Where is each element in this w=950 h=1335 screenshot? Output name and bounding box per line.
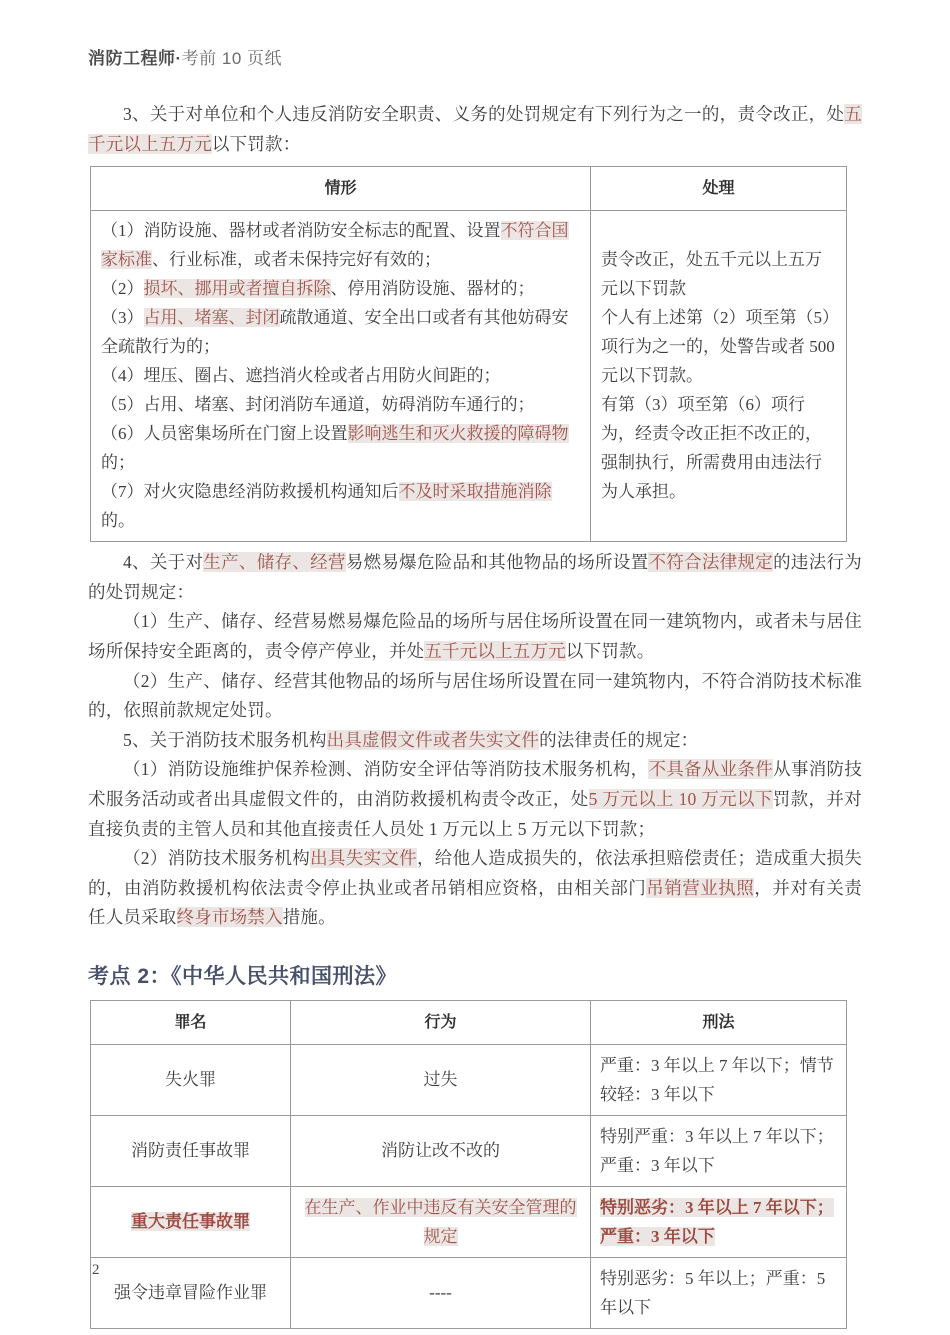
table2-header-crime: 罪名: [91, 1000, 291, 1044]
crime-penalty: 特别恶劣：5 年以上；严重：5 年以下: [591, 1257, 847, 1328]
table2-header-penalty: 刑法: [591, 1000, 847, 1044]
crime-conduct: 消防让改不改的: [291, 1115, 591, 1186]
header-title-bold: 消防工程师: [88, 49, 176, 68]
situation-1-highlight: 不符合国家标准: [101, 221, 569, 270]
crime-conduct: 过失: [291, 1044, 591, 1115]
crime-penalty: 特别严重：3 年以上 7 年以下；严重：3 年以下: [591, 1115, 847, 1186]
list-item: [101, 303, 580, 361]
table-row: [91, 1044, 847, 1115]
table1-header-situation: 情形: [91, 167, 591, 211]
table1-situations-cell: [91, 211, 591, 542]
paragraph-item-4-sub-1: [88, 607, 862, 666]
crime-penalty-highlight-line1: 特别恶劣：3 年以上 7 年以下；: [600, 1197, 834, 1217]
handling-item: 有第（3）项至第（6）项行为，经责令改正拒不改正的，强制执行，所需费用由违法行为人承担。: [601, 395, 822, 502]
situation-1-text-2: 、行业标准，或者未保持完好有效的；: [152, 250, 441, 270]
situation-1-text-1: （1）消防设施、器材或者消防安全标志的配置、设置: [101, 221, 501, 241]
item4-sub1-text-2: 以下罚款。: [565, 640, 655, 661]
paragraph-item-5-sub-1: [88, 755, 862, 844]
handling-item: 责令改正，处五千元以上五万元以下罚款: [601, 250, 822, 299]
situation-6-text-2: 的；: [101, 453, 135, 473]
penalty-table: [90, 166, 847, 542]
list-item: [101, 361, 580, 390]
table1-header-handling: 处理: [591, 167, 847, 211]
crime-conduct-highlight: 在生产、作业中违反有关安全管理的规定: [304, 1197, 577, 1246]
paragraph-item-5-sub-2: [88, 844, 862, 933]
section-heading-kaodian-2: 考点 2：《中华人民共和国刑法》: [88, 964, 398, 988]
item3-highlight: 五千元以上五万元: [88, 104, 862, 154]
item5-sub2-highlight-1: 出具失实文件: [310, 848, 417, 869]
crime-conduct: [291, 1186, 591, 1257]
situation-7-text-1: （7）对火灾隐患经消防救援机构通知后: [101, 482, 399, 502]
table-row: [91, 1115, 847, 1186]
item5-sub2-text-1: （2）消防技术服务机构: [123, 848, 311, 869]
list-item: [101, 477, 580, 535]
situation-5-text-1: （5）占用、堵塞、封闭消防车通道，妨碍消防车通行的；: [101, 395, 535, 415]
paragraph-item-4: [88, 548, 862, 607]
situation-2-text-2: 、停用消防设施、器材的；: [330, 279, 535, 299]
handling-item: 个人有上述第（2）项至第（5）项行为之一的，处警告或者 500 元以下罚款。: [601, 308, 835, 386]
situation-3-text-2: 疏散通道、安全出口或者有其他妨碍安全疏散行为的；: [101, 308, 569, 357]
situation-3-text-1: （3）: [101, 308, 144, 328]
paragraph-item-4-sub-2: （2）生产、储存、经营其他物品的场所与居住场所设置在同一建筑物内，不符合消防技术标准的，依照前款规定处罚。: [88, 670, 862, 721]
paragraph-item-3: [88, 100, 862, 159]
crime-conduct: ----: [291, 1257, 591, 1328]
item3-text-1: 3、关于对单位和个人违反消防安全职责、义务的处罚规定有下列行为之一的，责令改正，处: [123, 104, 845, 124]
item3-text-2: 以下罚款：: [211, 133, 301, 154]
crime-penalty: [591, 1186, 847, 1257]
item5-sub2-text-2: ，给他人造成损失的，依法承担赔偿责任；造成重大损失的，由消防救援机构依法责令停止执业或者吊销相应资格，由相关部门: [88, 848, 863, 898]
list-item: [101, 216, 580, 274]
item5-text-2: 的法律责任的规定：: [539, 729, 699, 750]
crime-name: 失火罪: [91, 1044, 291, 1115]
item5-sub1-highlight-2: 5 万元以上 10 万元以下: [588, 788, 773, 809]
item5-sub2-highlight-3: 终身市场禁入: [176, 907, 283, 928]
list-item: [101, 274, 580, 303]
situation-2-highlight: 损坏、挪用或者擅自拆除: [143, 279, 331, 299]
situation-7-highlight: 不及时采取措施消除: [398, 482, 552, 502]
item4-sub1-text-1: （1）生产、储存、经营易燃易爆危险品的场所与居住场所设置在同一建筑物内，或者未与居住场所保持安全距离的，责令停产停业，并处: [88, 611, 862, 661]
paragraph-item-5: [88, 726, 862, 756]
item5-sub1-text-3: 罚款，并对直接负责的主管人员和其他直接责任人员处 1 万元以上 5 万元以下罚款；: [88, 788, 862, 839]
document-body: [88, 100, 862, 1335]
situation-6-highlight: 影响逃生和灭火救援的障碍物: [347, 424, 569, 444]
crime-name-highlight: 重大责任事故罪: [131, 1212, 250, 1232]
item5-sub1-text-1: （1）消防设施维护保养检测、消防安全评估等消防技术服务机构，: [123, 759, 649, 780]
table-header-row: [91, 1000, 847, 1044]
table-header-row: [91, 167, 847, 211]
crime-name: 强令违章冒险作业罪: [91, 1257, 291, 1328]
item5-text-1: 5、关于消防技术服务机构: [123, 729, 327, 750]
criminal-law-table: [90, 1000, 847, 1329]
item4-sub1-highlight: 五千元以上五万元: [424, 640, 566, 661]
item5-highlight: 出具虚假文件或者失实文件: [326, 729, 540, 750]
situation-7-text-2: 的。: [101, 511, 135, 531]
crime-penalty-highlight-line2: 严重：3 年以下: [600, 1226, 715, 1246]
list-item: [101, 390, 580, 419]
table-row-highlighted: [91, 1186, 847, 1257]
item4-text-3: 的违法行为的处罚规定：: [88, 552, 863, 602]
crime-penalty: 严重：3 年以上 7 年以下；情节较轻：3 年以下: [591, 1044, 847, 1115]
table-row: [91, 211, 847, 542]
crime-name: [91, 1186, 291, 1257]
situation-6-text-1: （6）人员密集场所在门窗上设置: [101, 424, 348, 444]
item5-sub2-text-4: 措施。: [282, 907, 336, 928]
item4-text-2: 易燃易爆危险品和其他物品的场所设置: [345, 552, 649, 573]
page-number: 2: [92, 1262, 100, 1278]
header-separator: ·: [175, 49, 182, 68]
item4-highlight-1: 生产、储存、经营: [203, 552, 346, 573]
situation-2-text-1: （2）: [101, 279, 144, 299]
table1-handling-cell: [591, 211, 847, 542]
item5-sub1-highlight-1: 不具备从业条件: [648, 759, 774, 780]
situation-4-text-1: （4）埋压、圈占、遮挡消火栓或者占用防火间距的；: [101, 366, 501, 386]
item5-sub2-text-3: ，并对有关责任人员采取: [88, 877, 862, 928]
item5-sub1-text-2: 从事消防技术服务活动或者出具虚假文件的，由消防救援机构责令改正，处: [88, 759, 863, 809]
document-header: [88, 48, 282, 70]
item5-sub2-highlight-2: 吊销营业执照: [646, 877, 755, 898]
item4-highlight-2: 不符合法律规定: [648, 552, 774, 573]
table-row: [91, 1257, 847, 1328]
crime-name: 消防责任事故罪: [91, 1115, 291, 1186]
situation-3-highlight: 占用、堵塞、封闭: [143, 308, 280, 328]
item4-text-1: 4、关于对: [123, 552, 204, 573]
list-item: [101, 419, 580, 477]
header-title-light: 考前 10 页纸: [181, 49, 283, 68]
table2-header-conduct: 行为: [291, 1000, 591, 1044]
